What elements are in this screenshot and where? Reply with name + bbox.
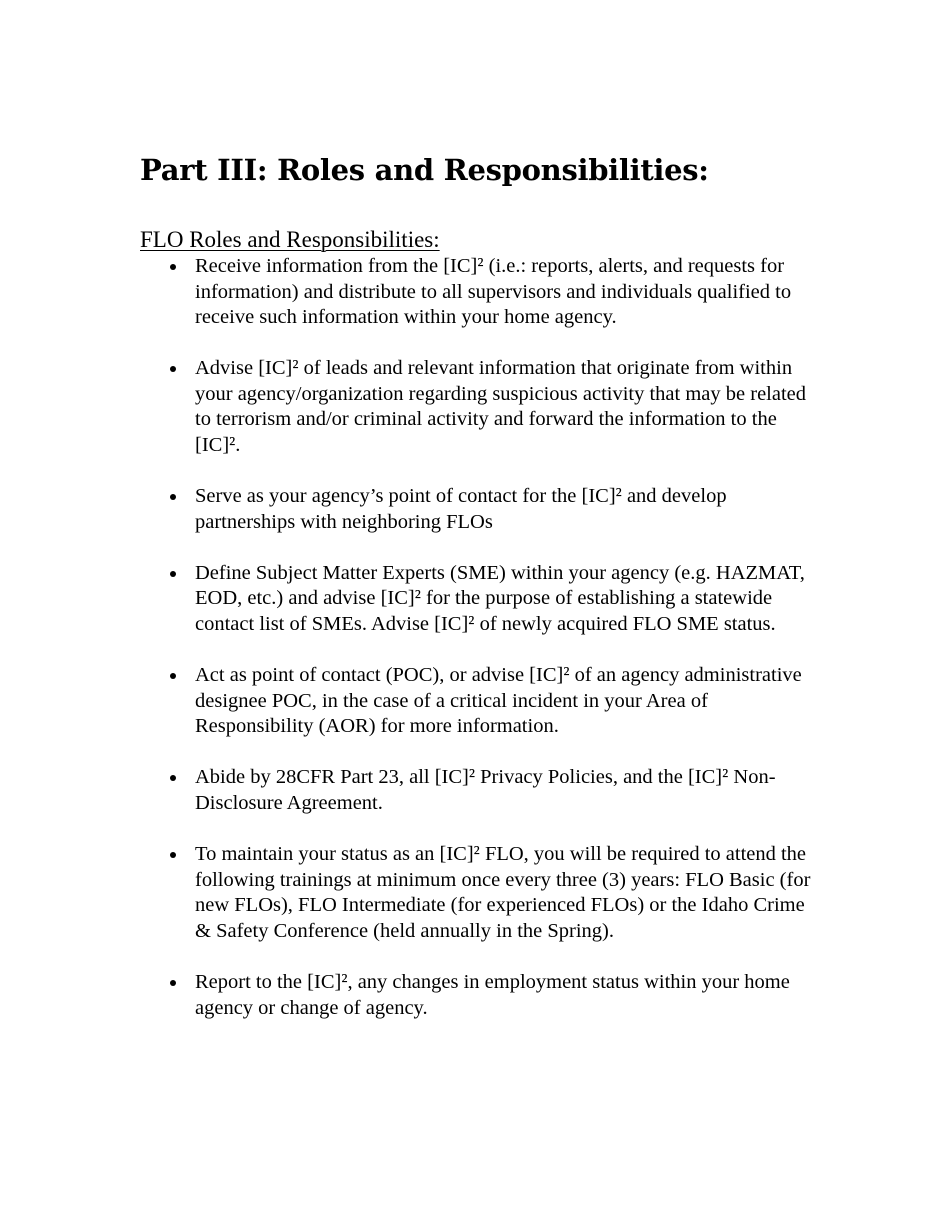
bullet-icon [170, 264, 176, 270]
list-item [166, 663, 816, 740]
list-item-text: Abide by 28CFR Part 23, all [IC]² Privacy Policies, and the [IC]² Non-Disclosure Agreement. [195, 766, 776, 814]
bullet-icon [170, 366, 176, 372]
list-item-text: To maintain your status as an [IC]² FLO, you will be required to attend the following trainings at minimum once every three (3) years: FLO Basic (for new FLOs), FLO Intermediate (for experienced FLOs) or the Idaho Crime & Safety Conference (held annually in the Spring). [195, 843, 811, 942]
list-item [166, 842, 816, 944]
list-item-text: Define Subject Matter Experts (SME) within your agency (e.g. HAZMAT, EOD, etc.) and advise [IC]² for the purpose of establishing a statewide contact list of SMEs. Advise [IC]² of newly acquired FLO SME status. [195, 561, 805, 636]
list-item-text: Advise [IC]² of leads and relevant information that originate from within your agency/organization regarding suspicious activity that may be related to terrorism and/or criminal activity and forward the information to the [IC]². [195, 357, 807, 457]
bullet-icon [170, 673, 176, 679]
bullet-icon [170, 852, 176, 858]
responsibilities-list [166, 254, 816, 1047]
page-title: Part III: Roles and Responsibilities: [140, 153, 709, 187]
list-item [166, 356, 816, 458]
list-item-text: Receive information from the [IC]² (i.e.: reports, alerts, and requests for information) and distribute to all supervisors and individuals qualified to receive such information within your home agency. [195, 255, 792, 329]
list-item [166, 765, 816, 816]
bullet-icon [170, 980, 176, 986]
bullet-icon [170, 494, 176, 500]
list-item [166, 561, 816, 638]
list-item-text: Report to the [IC]², any changes in employment status within your home agency or change of agency. [195, 970, 790, 1019]
bullet-icon [170, 571, 176, 577]
list-item [166, 970, 816, 1021]
bullet-icon [170, 775, 176, 781]
list-item-text: Act as point of contact (POC), or advise [IC]² of an agency administrative designee POC, in the case of a critical incident in your Area of Responsibility (AOR) for more information. [195, 664, 802, 738]
section-heading: FLO Roles and Responsibilities: [140, 227, 440, 252]
list-item-text: Serve as your agency’s point of contact for the [IC]² and develop partnerships with neighboring FLOs [195, 485, 727, 533]
list-item [166, 254, 816, 331]
list-item [166, 484, 816, 535]
